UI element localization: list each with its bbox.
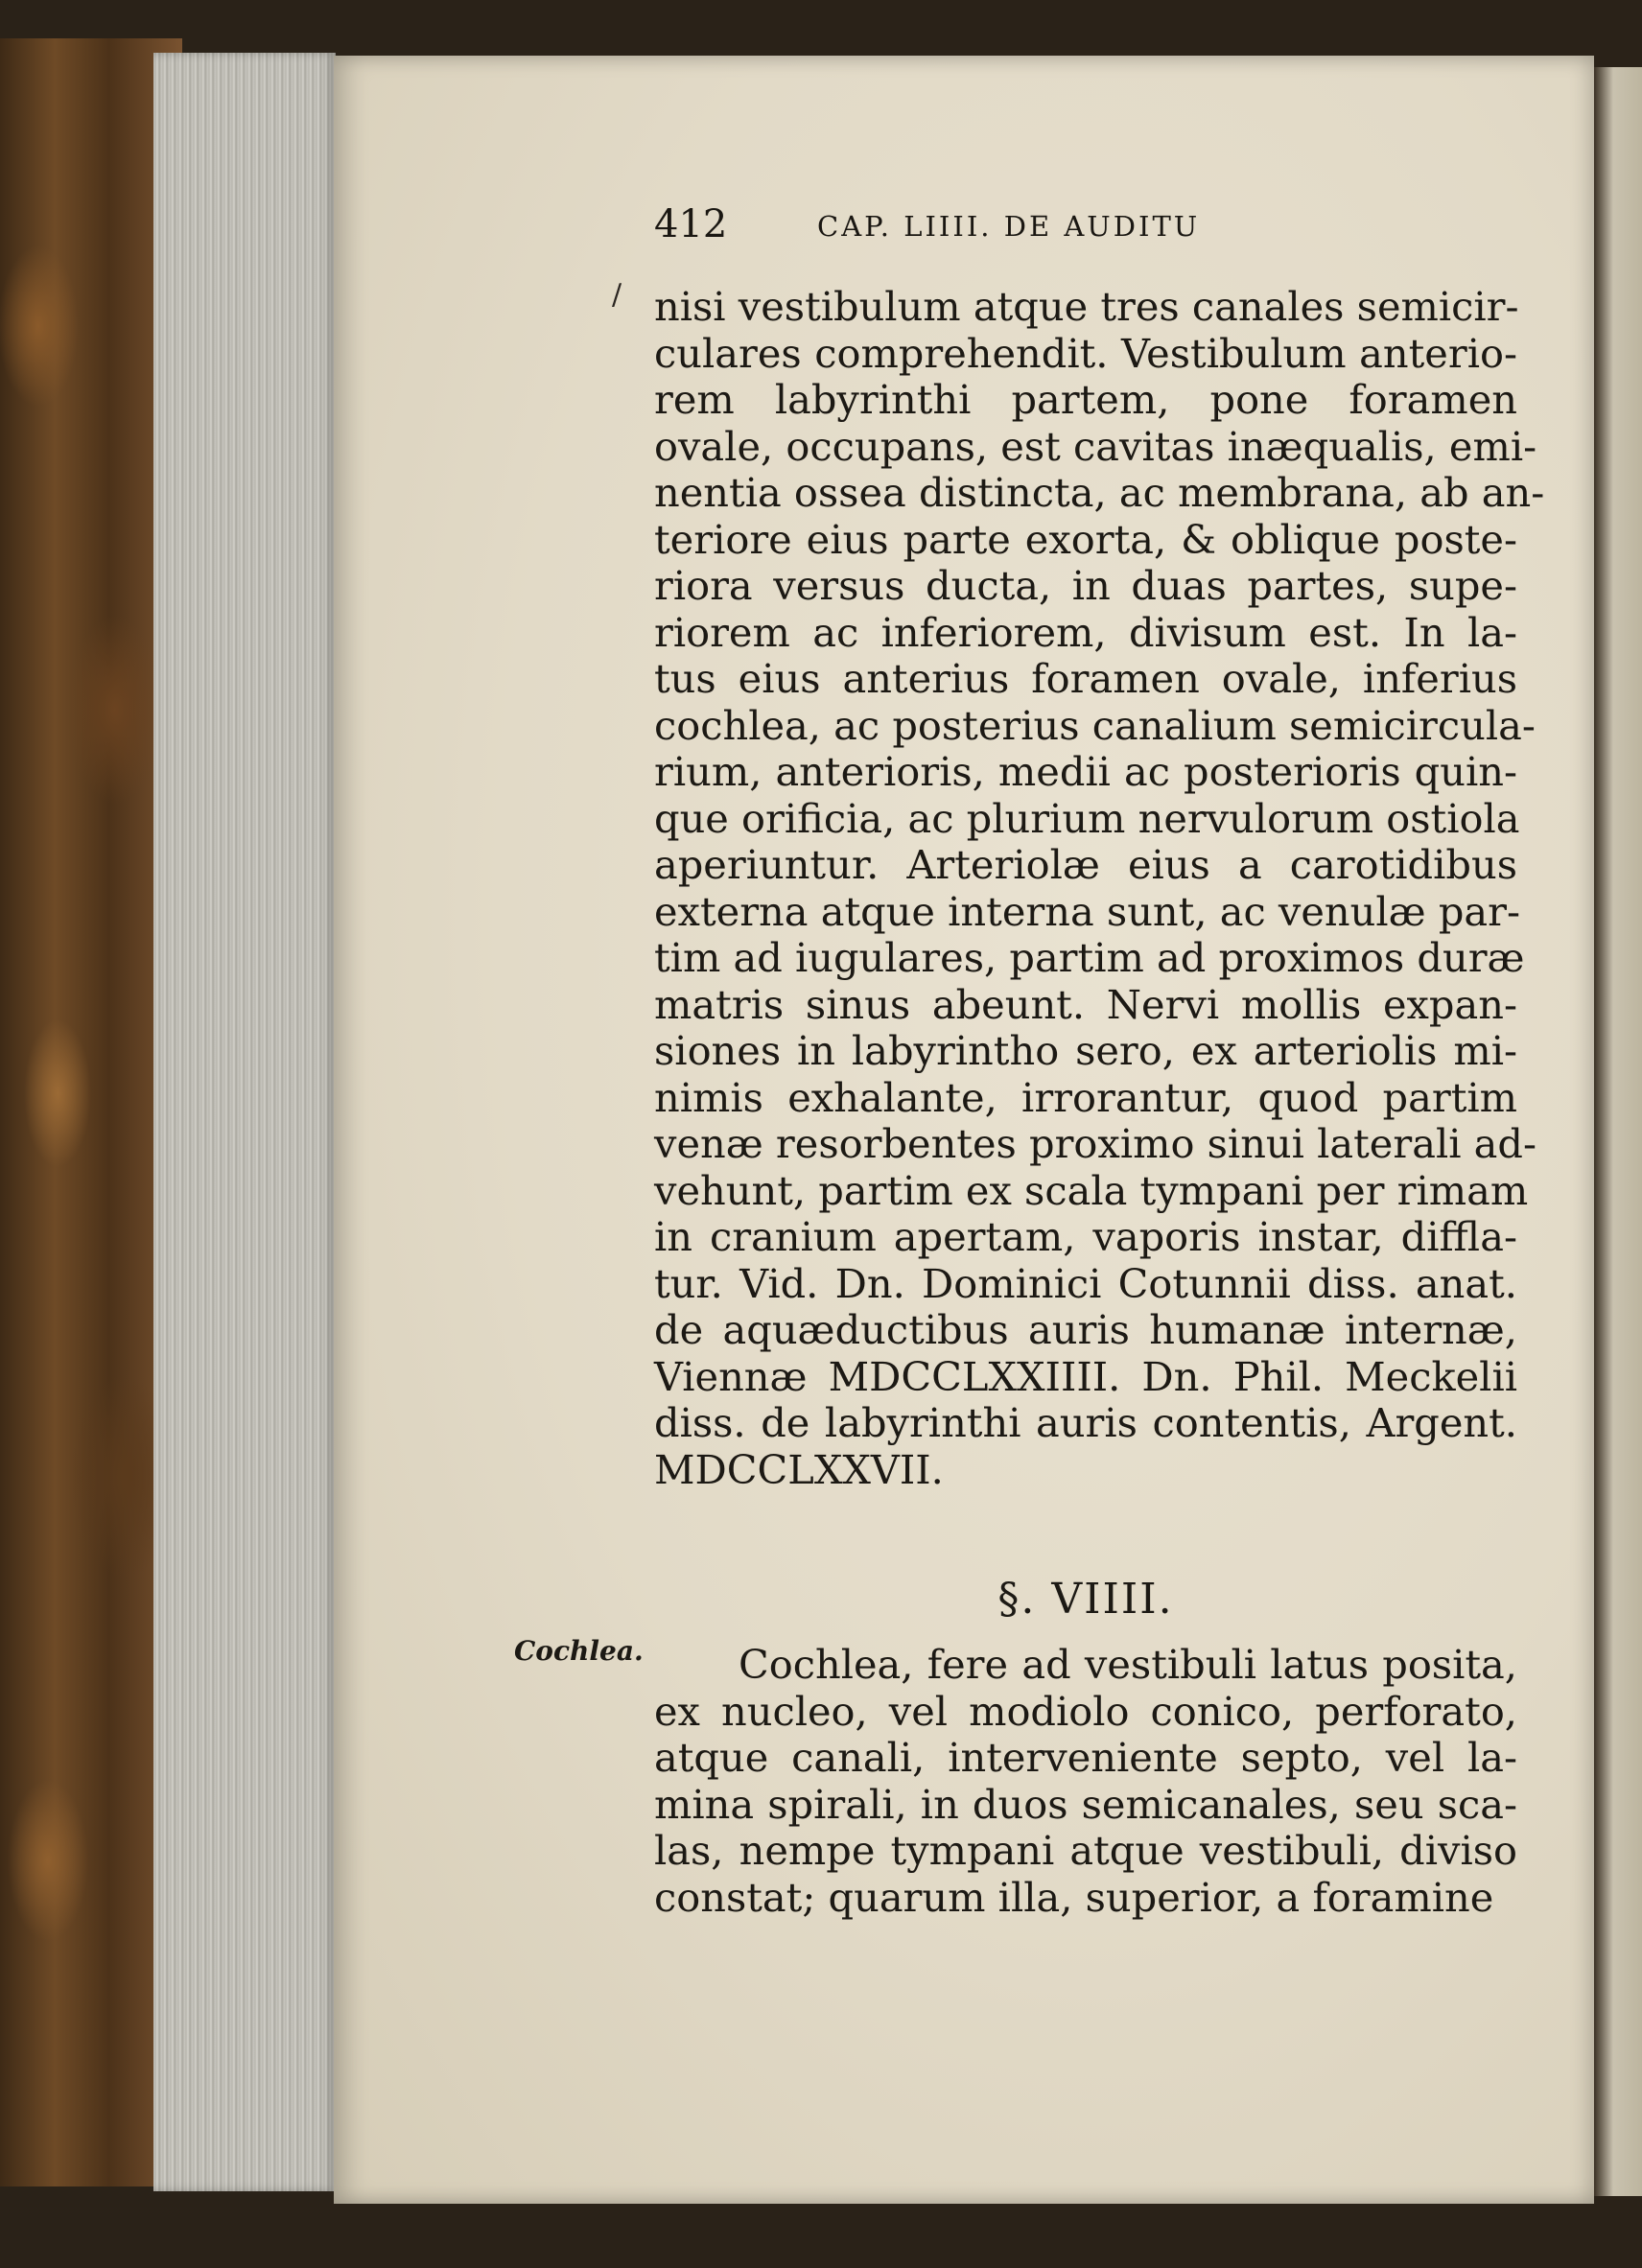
text-line: riora versus ducta, in duas partes, supe-: [654, 562, 1517, 609]
text-line: ovale, occupans, est cavitas inæqualis, emi-: [654, 422, 1537, 470]
text-line: venæ resorbentes proximo sinui laterali ad-: [654, 1120, 1537, 1167]
text-line: matris sinus abeunt. Nervi mollis expan-: [654, 980, 1517, 1028]
marginal-note-cochlea: Cochlea.: [514, 1635, 644, 1667]
text-line: tus eius anterius foramen ovale, inferius: [654, 655, 1517, 702]
text-line: siones in labyrintho sero, ex arteriolis mi-: [654, 1027, 1517, 1074]
facing-page-edge: [1594, 67, 1642, 2196]
paragraph-1: [654, 283, 1545, 1493]
text-line: riorem ac inferiorem, divisum est. In la-: [654, 608, 1517, 656]
page-header: [654, 203, 1306, 246]
text-line: de aquæductibus auris humanæ internæ,: [654, 1306, 1517, 1353]
text-line: atque canali, interveniente septo, vel la-: [654, 1734, 1517, 1781]
running-head: CAP. LIIII. DE AUDITU: [817, 210, 1201, 243]
text-line: ex nucleo, vel modiolo conico, perforato,: [654, 1687, 1517, 1735]
text-line: diss. de labyrinthi auris contentis, Argent.: [654, 1399, 1517, 1446]
section-heading: §. VIIII.: [997, 1575, 1174, 1624]
text-line: nisi vestibulum atque tres canales semicir-: [654, 283, 1519, 330]
text-line: externa atque interna sunt, ac venulæ par-: [654, 887, 1520, 935]
text-line: in cranium apertam, vaporis instar, diffla-: [654, 1213, 1517, 1260]
text-line: rem labyrinthi partem, pone foramen: [654, 376, 1517, 423]
page-number: 412: [654, 202, 728, 246]
text-line: Cochlea, fere ad vestibuli latus posita,: [739, 1641, 1517, 1688]
text-line: aperiuntur. Arteriolæ eius a carotidibus: [654, 841, 1517, 888]
text-line: nentia ossea distincta, ac membrana, ab an-: [654, 469, 1545, 516]
text-line: Viennæ MDCCLXXIIII. Dn. Phil. Meckelii: [654, 1352, 1517, 1400]
text-line: MDCCLXXVII.: [654, 1445, 944, 1493]
text-line: nimis exhalante, irrorantur, quod partim: [654, 1073, 1517, 1121]
text-line: vehunt, partim ex scala tympani per rimam: [654, 1166, 1529, 1214]
margin-mark: /: [612, 278, 622, 312]
text-line: tim ad iugulares, partim ad proximos duræ: [654, 934, 1525, 981]
text-line: las, nempe tympani atque vestibuli, diviso: [654, 1827, 1517, 1874]
text-line: cochlea, ac posterius canalium semicircula-: [654, 701, 1536, 749]
text-line: mina spirali, in duos semicanales, seu sca-: [654, 1780, 1517, 1828]
text-line: constat; quarum illa, superior, a foramine: [654, 1873, 1494, 1921]
paragraph-2: [654, 1642, 1517, 1921]
text-line: que orificia, ac plurium nervulorum ostiola: [654, 794, 1520, 842]
text-line: tur. Vid. Dn. Dominici Cotunnii diss. anat.: [654, 1259, 1517, 1307]
text-line: teriore eius parte exorta, & oblique poste-: [654, 515, 1517, 563]
text-line: rium, anterioris, medii ac posterioris quin-: [654, 748, 1517, 795]
text-line: culares comprehendit. Vestibulum anterio-: [654, 329, 1517, 377]
page-edges: [153, 53, 336, 2191]
